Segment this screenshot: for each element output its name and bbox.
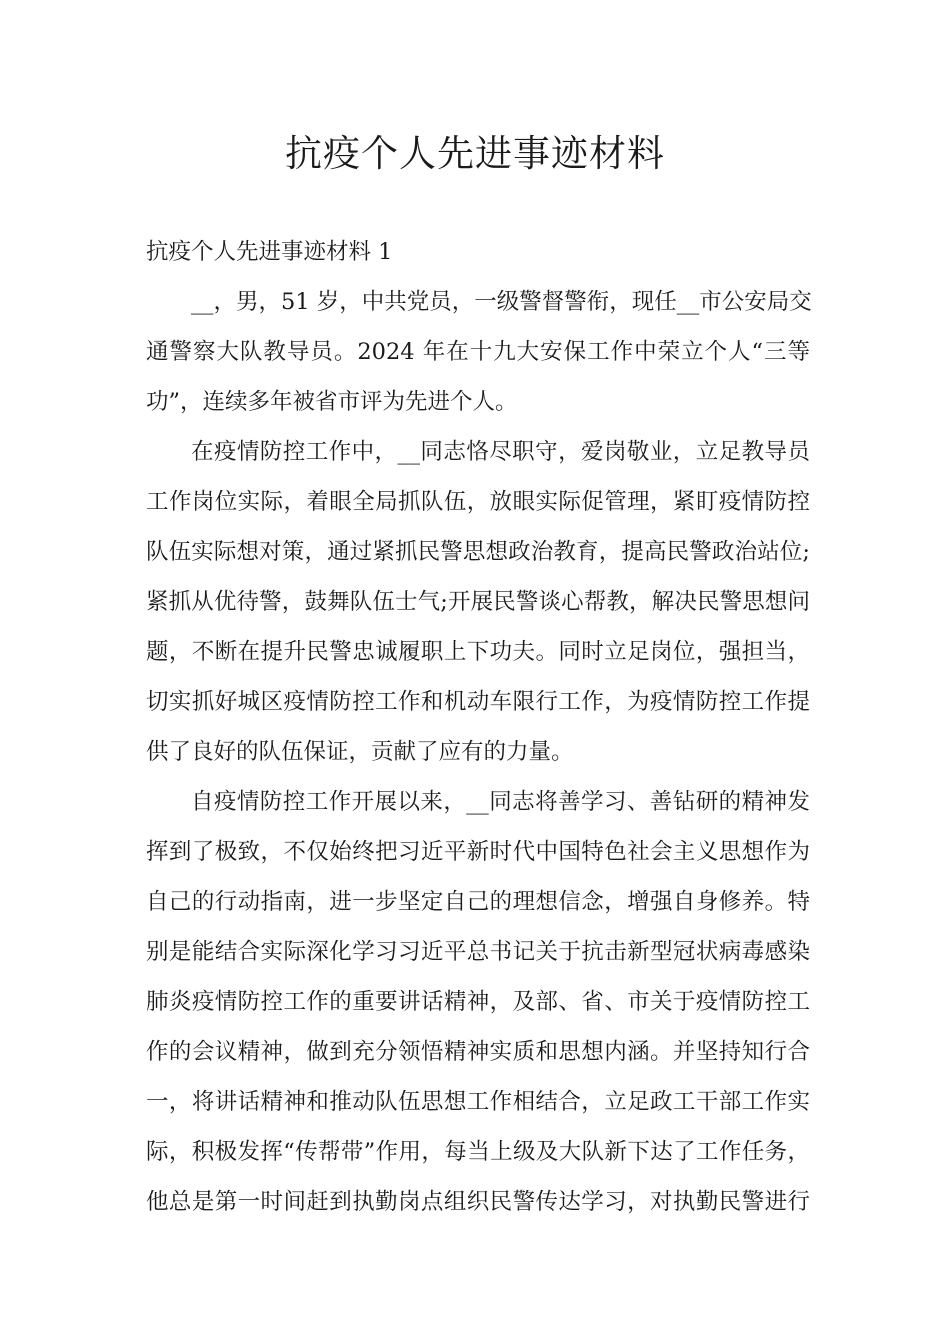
paragraph-line: 自疫情防控工作开展以来，__同志将善学习、善钻研的精神发	[191, 789, 810, 815]
paragraph-line: 通警察大队教导员。2024 年在十九大安保工作中荣立个人“三等	[146, 339, 810, 365]
paragraph-line: 紧抓从优待警，鼓舞队伍士气;开展民警谈心帮教，解决民警思想问	[146, 589, 810, 615]
paragraph-line: 别是能结合实际深化学习习近平总书记关于抗击新型冠状病毒感染	[146, 939, 810, 965]
paragraph-3	[146, 777, 810, 1227]
paragraph-line: 他总是第一时间赶到执勤岗点组织民警传达学习，对执勤民警进行	[146, 1189, 810, 1215]
paragraph-line: 际，积极发挥“传帮带”作用，每当上级及大队新下达了工作任务，	[146, 1139, 810, 1165]
paragraph-line: 功”，连续多年被省市评为先进个人。	[146, 389, 518, 415]
paragraph-line: 自己的行动指南，进一步坚定自己的理想信念，增强自身修养。特	[146, 889, 810, 915]
paragraph-line: 供了良好的队伍保证，贡献了应有的力量。	[146, 739, 574, 765]
section-heading: 抗疫个人先进事迹材料 1	[146, 239, 393, 265]
paragraph-line: 在疫情防控工作中，__同志恪尽职守，爱岗敬业，立足教导员	[191, 439, 810, 465]
paragraph-line: 一，将讲话精神和推动队伍思想工作相结合，立足政工干部工作实	[146, 1089, 810, 1115]
document-body	[146, 227, 810, 1227]
paragraph-line: 切实抓好城区疫情防控工作和机动车限行工作，为疫情防控工作提	[146, 689, 810, 715]
paragraph-line: 工作岗位实际，着眼全局抓队伍，放眼实际促管理，紧盯疫情防控	[146, 489, 810, 515]
paragraph-line: 题，不断在提升民警忠诚履职上下功夫。同时立足岗位，强担当，	[146, 639, 810, 665]
paragraph-line: 队伍实际想对策，通过紧抓民警思想政治教育，提高民警政治站位;	[146, 539, 810, 565]
paragraph-line: 肺炎疫情防控工作的重要讲话精神，及部、省、市关于疫情防控工	[146, 989, 810, 1015]
paragraph-line: __，男，51 岁，中共党员，一级警督警衔，现任__市公安局交	[191, 289, 812, 315]
paragraph-2	[146, 427, 810, 777]
document-title: 抗疫个人先进事迹材料	[285, 132, 665, 175]
paragraph-1	[146, 277, 810, 427]
paragraph-line: 挥到了极致，不仅始终把习近平新时代中国特色社会主义思想作为	[146, 839, 810, 865]
paragraph-line: 作的会议精神，做到充分领悟精神实质和思想内涵。并坚持知行合	[146, 1039, 810, 1065]
